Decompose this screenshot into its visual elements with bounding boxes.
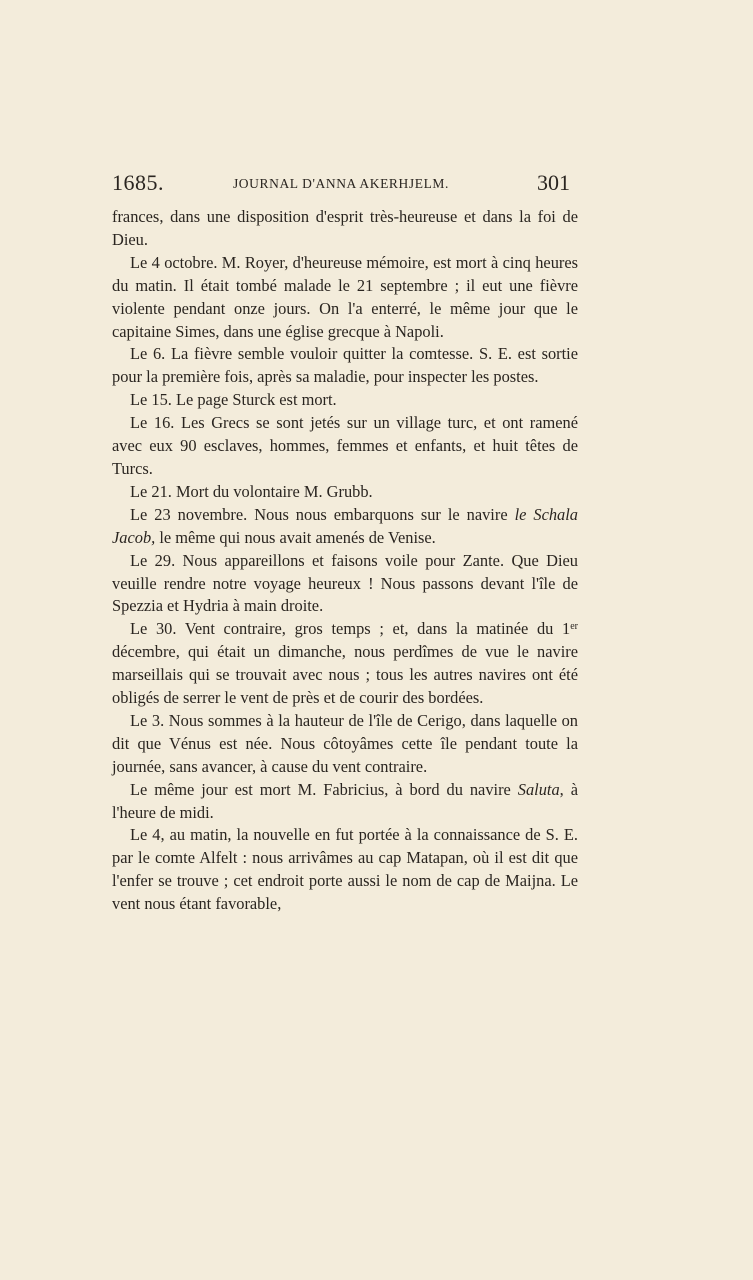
paragraph: Le 16. Les Grecs se sont jetés sur un village turc, et ont ramené avec eux 90 esclaves, hommes, femmes et enfants, et huit têtes de Turcs. xyxy=(112,413,578,478)
paragraph xyxy=(112,779,578,825)
paragraph: Le 4 octobre. M. Royer, d'heureuse mémoire, est mort à cinq heures du matin. Il était tombé malade le 21 septembre ; il eut une fièvre violente pendant onze jours. On l'a enterré, le même jour que le capitaine Simes, dans une église grecque à Napoli. xyxy=(112,252,578,341)
header-year: 1685. xyxy=(112,170,164,195)
ship-name: le Schala Jacob, xyxy=(112,504,578,547)
paragraph: Le 3. Nous sommes à la hauteur de l'île de Cerigo, dans laquelle on dit que Vénus est née. Nous côtoyâmes cette île pendant toute la journée, sans avancer, à cause du vent contraire. xyxy=(112,710,578,776)
paragraph: Le 4, au matin, la nouvelle en fut portée à la connaissance de S. E. par le comte Alfelt : nous arrivâmes au cap Matapan, où il est dit que l'enfer se trouve ; cet endroit porte aussi le nom de cap de Maijna. Le vent nous étant favorable, xyxy=(112,825,578,914)
paragraph-text: le même qui nous avait amenés de Venise. xyxy=(155,527,436,547)
ordinal-superscript: er xyxy=(570,621,578,633)
paragraph: Le 15. Le page Sturck est mort. xyxy=(130,390,337,410)
paragraph-text: décembre, qui était un dimanche, nous perdîmes de vue le navire marseillais qui se trouvait avec nous ; tous les autres navires ont été obligés de serrer le vent de près et de courir des bordées. xyxy=(112,642,578,708)
running-header xyxy=(112,170,570,202)
paragraph-text: Le 23 novembre. Nous nous embarquons sur le navire xyxy=(130,504,515,524)
page-number: 301 xyxy=(537,170,570,195)
paragraph: Le 29. Nous appareillons et faisons voile pour Zante. Que Dieu veuille rendre notre voyage heureux ! Nous passons devant l'île de Spezzia et Hydria à main droite. xyxy=(112,550,578,616)
ship-name: Saluta xyxy=(517,779,560,799)
paragraph xyxy=(112,618,578,710)
paragraph-text: Le même jour est mort M. Fabricius, à bord du navire xyxy=(130,779,518,799)
body-text xyxy=(112,206,578,916)
paragraph xyxy=(112,504,578,550)
header-title: JOURNAL D'ANNA AKERHJELM. xyxy=(232,176,450,191)
paragraph: frances, dans une disposition d'esprit très-heureuse et dans la foi de Dieu. xyxy=(112,207,578,249)
paragraph: Le 6. La fièvre semble vouloir quitter la comtesse. S. E. est sortie pour la première fois, après sa maladie, pour inspecter les postes. xyxy=(112,344,578,387)
paragraph-text: , à l'heure de midi. xyxy=(112,779,578,822)
paragraph-text: Le 30. Vent contraire, gros temps ; et, dans la matinée du 1 xyxy=(130,619,571,639)
paragraph: Le 21. Mort du volontaire M. Grubb. xyxy=(130,481,373,501)
